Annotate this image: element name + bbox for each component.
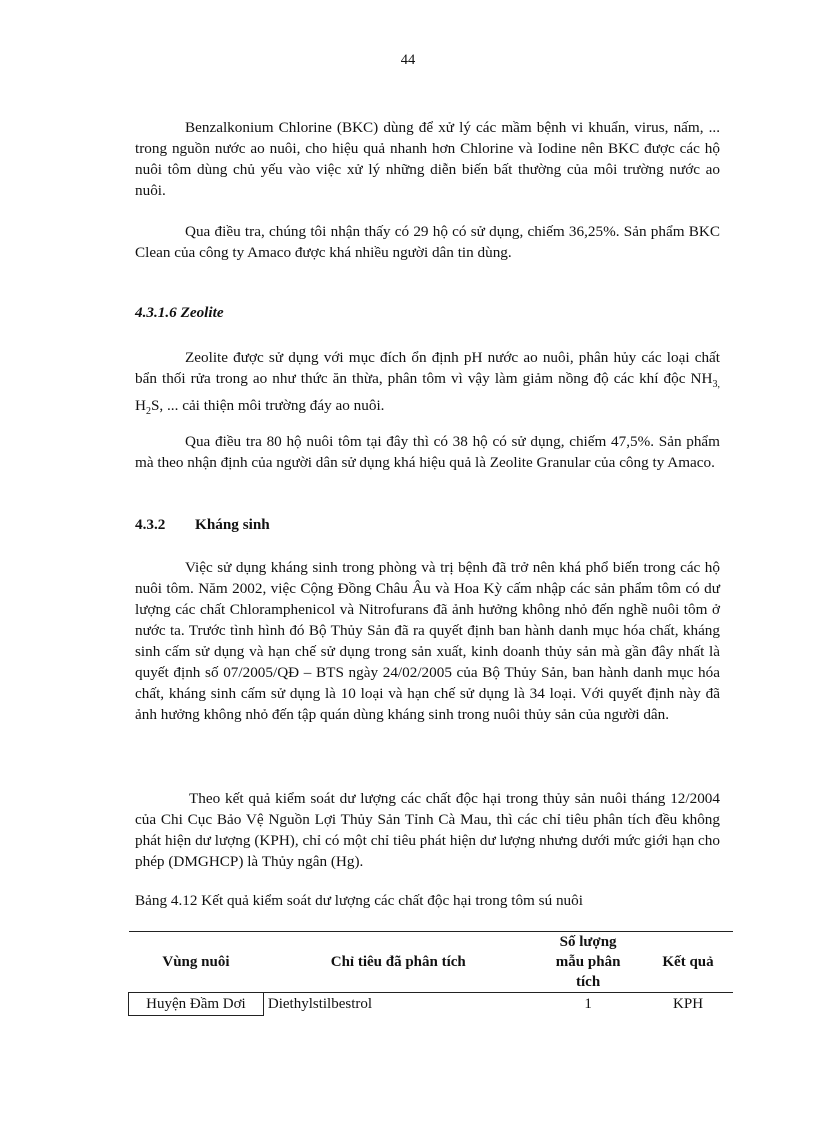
cell-indicator: Diethylstilbestrol xyxy=(267,996,373,1013)
paragraph-antibiotics: Việc sử dụng kháng sinh trong phòng và trị bệnh đã trở nên khá phổ biến trong các hộ nuôi tôm. Năm 2002, việc Cộng Đồng Châu Âu và Hoa Kỳ cấm nhập các sản phẩm tôm có dư lượng các chất Chloramphenicol và Nitrofurans đã ảnh hưởng không nhỏ đến nghề nuôi tôm ở nước ta. Trước tình hình đó Bộ Thủy Sản đã ra quyết định ban hành danh mục hóa chất, kháng sinh cấm sử dụng và hạn chế sử dụng trong sản xuất, kinh doanh thủy sản mà gần đây nhất là quyết định số 07/2005/QĐ – BTS ngày 24/02/2005 của Bộ Thủy Sản, ban hành danh mục hóa chất, kháng sinh cấm sử dụng là 10 loại và hạn chế sử dụng là 34 loại. Với quyết định này đã ảnh hưởng không nhỏ đến tập quán dùng kháng sinh trong nuôi thủy sản của người dân. xyxy=(135,559,720,723)
header-indicator: Chỉ tiêu đã phân tích xyxy=(330,954,466,970)
cell-samples: 1 xyxy=(584,996,592,1013)
paragraph-bkc-survey: Qua điều tra, chúng tôi nhận thấy có 29 hộ có sử dụng, chiếm 36,25%. Sản phẩm BKC Clean của công ty Amaco được khá nhiều người dân tin dùng. xyxy=(135,223,720,261)
cell-result: KPH xyxy=(673,996,704,1013)
paragraph-zeolite-description: Zeolite được sử dụng với mục đích ổn định pH nước ao nuôi, phân hủy các loại chất bẩn thối rửa trong ao như thức ăn thừa, phân tôm vì vậy làm giảm nồng độ các khí độc $NH_{3,}$ $H_2S$, ... cải thiện môi trường đáy ao nuôi. xyxy=(135,349,720,418)
paragraph-residue-control: Theo kết quả kiểm soát dư lượng các chất độc hại trong thủy sản nuôi tháng 12/2004 của Chi Cục Bảo Vệ Nguồn Lợi Thủy Sản Tỉnh Cà Mau, thì các chỉ tiêu phân tích đều không phát hiện dư lượng (KPH), chỉ có một chỉ tiêu phát hiện dư lượng nhưng dưới mức giới hạn cho phép (DMGHCP) là Thủy ngân (Hg). xyxy=(135,790,720,870)
heading-khang-sinh: 4.3.2 Kháng sinh xyxy=(135,516,270,533)
paragraph-bkc-description: Benzalkonium Chlorine (BKC) dùng để xử lý các mầm bệnh vi khuẩn, virus, nấm, ... trong nguồn nước ao nuôi, cho hiệu quả nhanh hơn Chlorine và Iodine nên BKC được các hộ nuôi tôm dùng chủ yếu vào việc xử lý những diễn biến bất thường của môi trường nước ao nuôi. xyxy=(135,119,720,199)
table-row xyxy=(129,993,734,1016)
header-result: Kết quả xyxy=(662,954,714,970)
heading-zeolite: 4.3.1.6 Zeolite xyxy=(135,304,224,321)
results-table xyxy=(128,931,733,1016)
header-samples: Số lượng mẫu phân tích xyxy=(555,934,621,990)
table-caption: Bảng 4.12 Kết quả kiểm soát dư lượng các chất độc hại trong tôm sú nuôi xyxy=(135,892,583,909)
page-number: 44 xyxy=(400,52,416,68)
cell-region: Huyện Đầm Dơi xyxy=(129,993,264,1016)
header-region: Vùng nuôi xyxy=(162,954,230,970)
table-header-row xyxy=(129,932,734,993)
paragraph-zeolite-survey: Qua điều tra 80 hộ nuôi tôm tại đây thì có 38 hộ có sử dụng, chiếm 47,5%. Sản phẩm mà theo nhận định của người dân sử dụng khá hiệu quả là Zeolite Granular của công ty Amaco. xyxy=(135,433,720,471)
